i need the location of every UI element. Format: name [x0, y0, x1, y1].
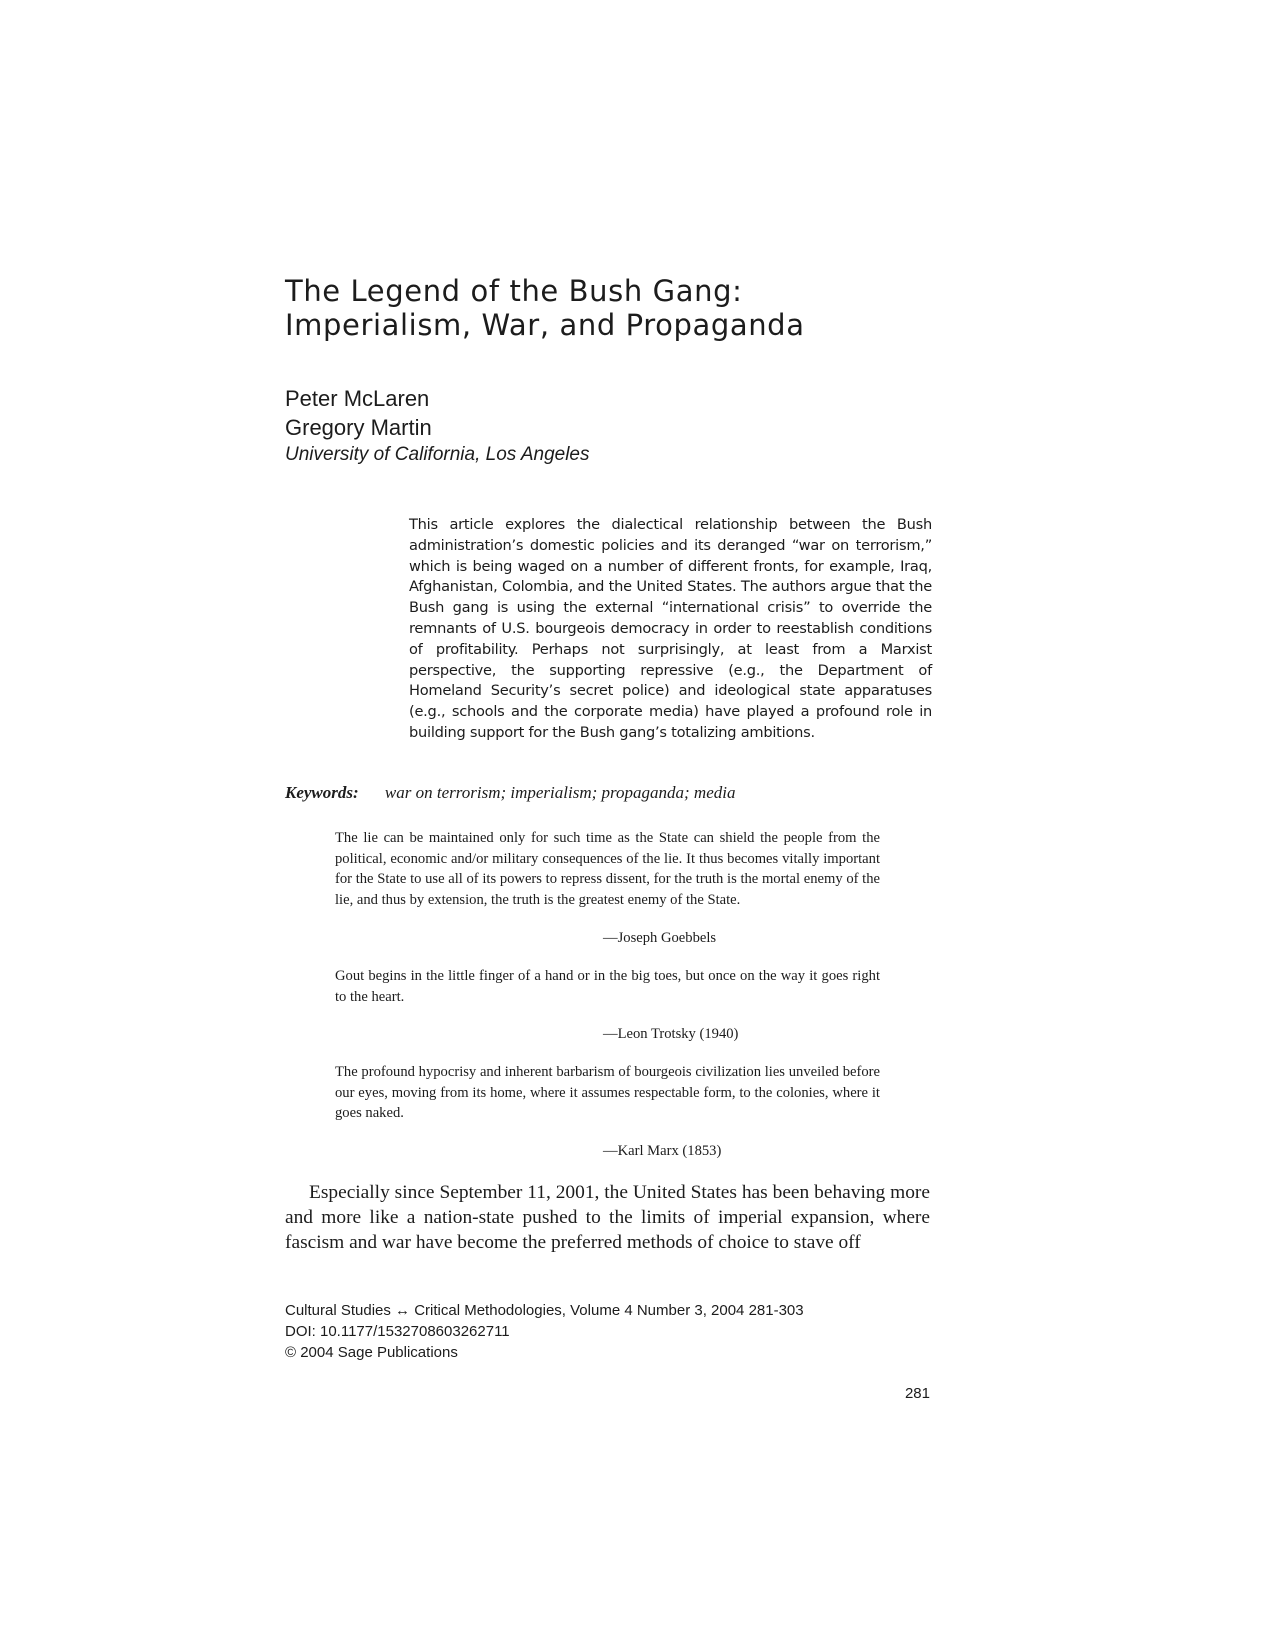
author-name: Peter McLaren [285, 386, 430, 411]
article-title [285, 274, 1005, 342]
epigraph-quote: Gout begins in the little finger of a hand or in the big toes, but once on the way it goes right to the heart. [335, 968, 880, 1005]
title-line-2: Imperialism, War, and Propaganda [285, 308, 805, 342]
epigraph-quote: The lie can be maintained only for such time as the State can shield the people from the political, economic and/or military consequences of the lie. It thus becomes vitally important for the State to use all of its powers to repress dissent, for the truth is the mortal enemy of the lie, and thus by extension, the truth is the greatest enemy of the State. [335, 830, 880, 908]
keywords-list: war on terrorism; imperialism; propaganda; media [384, 783, 736, 802]
epigraph-attribution: —Karl Marx (1853) [603, 1143, 722, 1159]
title-line-1: The Legend of the Bush Gang: [285, 274, 743, 308]
author-name: Gregory Martin [285, 415, 432, 440]
epigraph-quote: The profound hypocrisy and inherent barbarism of bourgeois civilization lies unveiled before our eyes, moving from its home, where it assumes respectable form, to the colonies, where it goes naked. [335, 1064, 880, 1122]
keywords [285, 782, 735, 804]
copyright: © 2004 Sage Publications [285, 1344, 458, 1361]
abstract: This article explores the dialectical relationship between the Bush administration’s domestic policies and its deranged “war on terrorism,” which is being waged on a number of different fronts, for example, Iraq, Afghanistan, Colombia, and the United States. The authors argue that the Bush gang is using the external “international crisis” to override the remnants of U.S. bourgeois democracy in order to reestablish conditions of profitability. Perhaps not surprisingly, at least from a Marxist perspective, the supporting repressive (e.g., the Department of Homeland Security’s secret police) and ideological state apparatuses (e.g., schools and the corporate media) have played a profound role in building support for the Bush gang’s totalizing ambitions. [409, 516, 932, 741]
epigraph-attribution: —Leon Trotsky (1940) [603, 1026, 739, 1042]
author-block [285, 384, 590, 468]
epigraph-attribution: —Joseph Goebbels [603, 930, 717, 946]
author-affiliation: University of California, Los Angeles [285, 444, 590, 465]
publication-footer [285, 1300, 804, 1363]
body-paragraph: Especially since September 11, 2001, the United States has been behaving more and more like a nation-state pushed to the limits of imperial expansion, where fascism and war have become the preferred methods of choice to stave off [285, 1182, 930, 1253]
page-number: 281 [904, 1385, 930, 1402]
keywords-label: Keywords: [285, 783, 359, 802]
journal-citation: Cultural Studies ↔ Critical Methodologies, Volume 4 Number 3, 2004 281-303 [285, 1302, 804, 1319]
doi: DOI: 10.1177/1532708603262711 [285, 1323, 510, 1340]
